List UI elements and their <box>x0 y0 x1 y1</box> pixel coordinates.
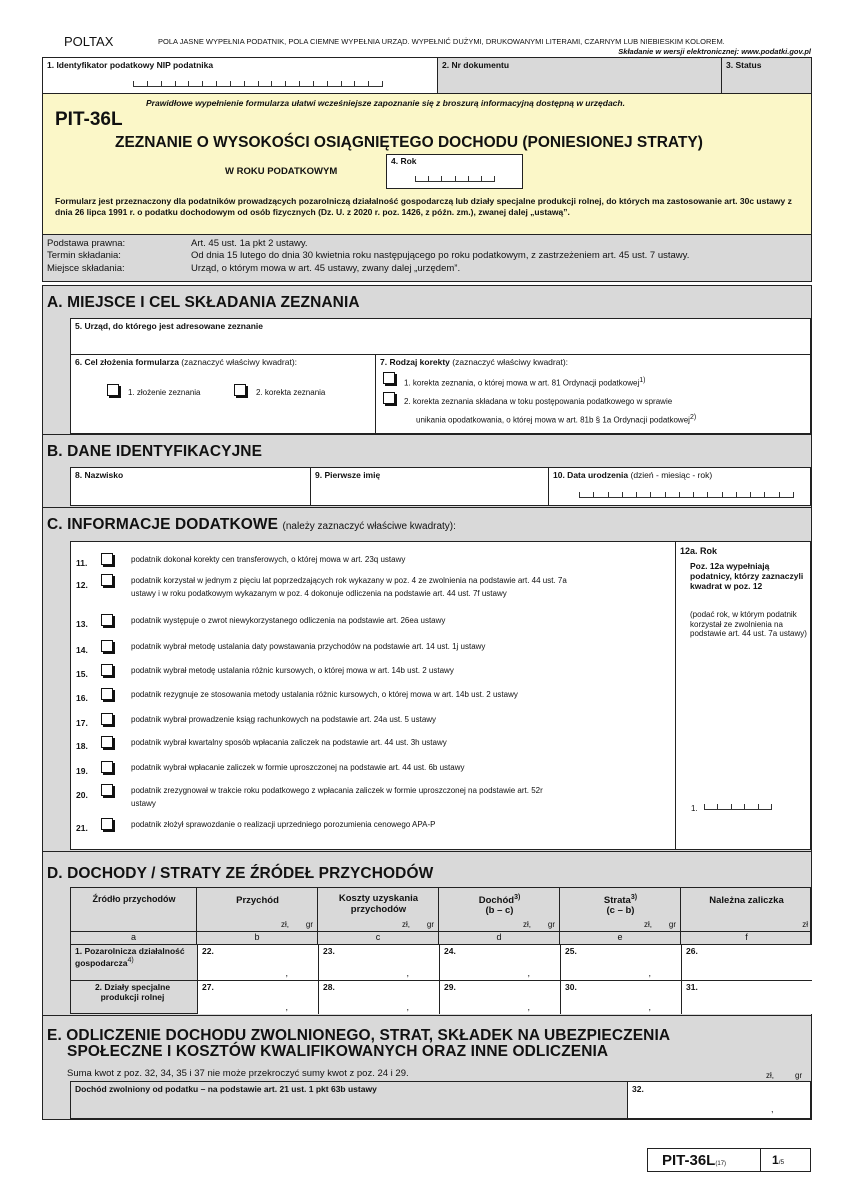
correction-kind-2-label-cont: unikania opodatkowania, o której mowa w art. 81b § 1a Ordynacji podatkowej$^{2)}$ <box>416 414 697 425</box>
col-advance-header <box>681 888 812 932</box>
info-item-18 <box>71 736 671 758</box>
info-item-number: 19. <box>76 766 88 776</box>
info-item-checkbox[interactable] <box>101 553 113 565</box>
info-item-checkbox[interactable] <box>101 614 113 626</box>
amount-cell-26[interactable] <box>681 945 812 981</box>
letter-c: c <box>318 932 439 944</box>
section-e-title-line2: SPOŁECZNE I KOSZTÓW KWALIFIKOWANYCH ORAZ INNE ODLICZENIA <box>67 1043 609 1061</box>
info-item-text: podatnik wybrał metodę ustalania różnic kursowych, o której mowa w art. 14b ust. 2 ustawy <box>131 666 454 675</box>
info-item-text: podatnik korzystał w jednym z pięciu lat poprzedzających rok wykazany w poz. 4 ze zwolnienia na podstawie art. 44 ust. 7a <box>131 576 567 585</box>
nip-input-ticks <box>133 80 383 87</box>
correction-kind-1-label: 1. korekta zeznania, o której mowa w art. 81 Ordynacji podatkowej$^{1)}$ <box>404 377 646 388</box>
info-item-15 <box>71 664 671 686</box>
info-item-checkbox[interactable] <box>101 688 113 700</box>
amount-cell-24[interactable] <box>439 945 560 981</box>
footer-box <box>647 1148 811 1172</box>
letters-row <box>71 932 812 945</box>
electronic-submission: Składanie w wersji elektronicznej: www.podatki.gov.pl <box>618 47 811 56</box>
section-e-gr: gr <box>795 1071 803 1080</box>
col-source-title: Źródło przychodów <box>92 894 176 904</box>
info-item-number: 20. <box>76 790 88 800</box>
info-item-checkbox[interactable] <box>101 664 113 676</box>
exempt-income-field[interactable]: 32. , <box>627 1081 811 1119</box>
income-row-business-label: 1. Pozarolnicza działalność gospodarcza$^{4)}$ <box>75 946 185 968</box>
legal-basis-label: Podstawa prawna: <box>47 238 126 249</box>
info-item-number: 17. <box>76 718 88 728</box>
amount-cell-31[interactable] <box>681 981 812 1014</box>
info-item-number: 16. <box>76 693 88 703</box>
amount-cell-number: 29. <box>444 982 456 992</box>
doc-number-label: 2. Nr dokumentu <box>442 60 510 70</box>
col-source-header <box>71 888 197 932</box>
info-item-text: podatnik rezygnuje ze stosowania metody ustalania różnic kursowych, o której mowa w art. 14b ust. 2 ustawy <box>131 690 518 699</box>
info-item-text: podatnik wybrał kwartalny sposób wpłacania zaliczek na podstawie art. 44 ust. 3h ustawy <box>131 738 447 747</box>
col-profit-zl: zł, <box>523 920 531 929</box>
section-e-title-line1: E. ODLICZENIE DOCHODU ZWOLNIONEGO, STRAT, SKŁADEK NA UBEZPIECZENIA <box>47 1027 671 1044</box>
side-year-input-label: 1. <box>691 804 698 813</box>
form-title: ZEZNANIE O WYSOKOŚCI OSIĄGNIĘTEGO DOCHODU (PONIESIONEJ STRATY) <box>115 134 703 151</box>
amount-cell-29[interactable] <box>439 981 560 1014</box>
section-c-title: C. INFORMACJE DODATKOWE (należy zaznaczyć właściwe kwadraty): <box>47 516 456 533</box>
tax-office-field[interactable] <box>70 318 811 355</box>
place-value: Urząd, o którym mowa w art. 45 ustawy, zwany dalej „urzędem”. <box>191 262 461 274</box>
dob-label: 10. Data urodzenia (dzień - miesiąc - rok) <box>553 470 713 480</box>
col-loss-title: Strata$^{3)}$ <box>603 894 638 907</box>
legal-basis-value: Art. 45 ust. 1a pkt 2 ustawy. <box>191 238 308 249</box>
side-year-hint: (podać rok, w którym podatnik korzystał ze zwolnienia na podstawie art. 44 ust. 7a ustawy) <box>690 610 807 639</box>
letter-a: a <box>71 932 197 944</box>
info-item-checkbox[interactable] <box>101 574 113 586</box>
section-a-title: A. MIEJSCE I CEL SKŁADANIA ZEZNANIA <box>47 294 360 311</box>
col-profit-header <box>439 888 560 932</box>
info-item-checkbox[interactable] <box>101 713 113 725</box>
amount-cell-25[interactable] <box>560 945 681 981</box>
info-item-number: 21. <box>76 823 88 833</box>
info-item-number: 14. <box>76 645 88 655</box>
exempt-income-number: 32. <box>632 1084 644 1094</box>
info-item-number: 18. <box>76 741 88 751</box>
info-item-checkbox[interactable] <box>101 761 113 773</box>
info-item-text-cont: ustawy <box>131 799 156 808</box>
info-item-text: podatnik występuje o zwrot niewykorzystanego odliczenia na podstawie art. 26ea ustawy <box>131 616 446 625</box>
amount-cell-28[interactable] <box>318 981 439 1014</box>
amount-cell-23[interactable] <box>318 945 439 981</box>
decimal-separator: , <box>648 1002 651 1012</box>
year-label: 4. Rok <box>391 156 417 166</box>
income-table <box>70 887 811 1014</box>
brochure-hint: Prawidłowe wypełnienie formularza ułatwi wcześniejsze zapoznanie się z broszurą informacyjną dostępną w urzędach. <box>146 98 625 108</box>
amount-cell-number: 23. <box>323 946 335 956</box>
amount-cell-number: 27. <box>202 982 214 992</box>
purpose-label: 6. Cel złożenia formularza (zaznaczyć właściwy kwadrat): <box>75 357 298 367</box>
amount-cell-number: 30. <box>565 982 577 992</box>
info-item-text: podatnik złożył sprawozdanie o realizacji uprzedniego porozumienia cenowego APA-P <box>131 820 436 829</box>
col-income-header <box>197 888 318 932</box>
info-item-16 <box>71 688 671 710</box>
letter-b: b <box>197 932 318 944</box>
info-item-17 <box>71 713 671 735</box>
decimal-separator: , <box>648 968 651 978</box>
col-loss-zl: zł, <box>644 920 652 929</box>
amount-cell-number: 22. <box>202 946 214 956</box>
col-income-title: Przychód <box>236 895 279 906</box>
place-label: Miejsce składania: <box>47 262 125 274</box>
side-year-note: Poz. 12a wypełniają podatnicy, którzy zaznaczyli kwadrat w poz. 12 <box>690 561 804 591</box>
col-loss-header <box>560 888 681 932</box>
firstname-field[interactable] <box>310 467 549 506</box>
correction-kind-label: 7. Rodzaj korekty (zaznaczyć właściwy kwadrat): <box>380 357 569 367</box>
decimal-separator: , <box>527 968 530 978</box>
info-item-12 <box>71 574 671 596</box>
fill-instruction: POLA JASNE WYPEŁNIA PODATNIK, POLA CIEMNE WYPEŁNIA URZĄD. WYPEŁNIĆ DUŻYMI, DRUKOWANYMI LITERAMI, CZARNYM LUB NIEBIESKIM KOLOREM. <box>158 37 725 46</box>
section-d-title: D. DOCHODY / STRATY ZE ŹRÓDEŁ PRZYCHODÓW <box>47 865 434 882</box>
surname-field[interactable] <box>70 467 311 506</box>
purpose-correction-label: 2. korekta zeznania <box>256 388 326 397</box>
purpose-field <box>70 354 376 434</box>
col-costs-zl: zł, <box>402 920 410 929</box>
year-field[interactable] <box>386 154 523 189</box>
surname-label: 8. Nazwisko <box>75 470 124 480</box>
col-profit-title: Dochód$^{3)}$ <box>478 894 521 907</box>
form-code: PIT-36L <box>55 109 123 130</box>
amount-cell-number: 31. <box>686 982 698 992</box>
firstname-label: 9. Pierwsze imię <box>315 470 381 480</box>
year-input-ticks <box>415 175 495 182</box>
tax-office-label: 5. Urząd, do którego jest adresowane zeznanie <box>75 321 263 331</box>
tax-year-label: W ROKU PODATKOWYM <box>225 166 338 177</box>
deadline-value: Od dnia 15 lutego do dnia 30 kwietnia roku następującego po roku podatkowym, z zastrzeżeniem art. 45 ust. 7 ustawy. <box>191 250 690 262</box>
decimal-separator: , <box>527 1002 530 1012</box>
brand: POLTAX <box>64 34 114 49</box>
col-costs-header <box>318 888 439 932</box>
col-income-gr: gr <box>305 920 313 929</box>
col-income-zl: zł, <box>281 920 289 929</box>
info-item-text: podatnik dokonał korekty cen transferowych, o której mowa w art. 23q ustawy <box>131 555 406 564</box>
col-costs-title: Koszty uzyskania przychodów <box>338 893 419 915</box>
decimal-separator: , <box>285 968 288 978</box>
nip-field[interactable] <box>43 58 437 93</box>
amount-cell-27[interactable] <box>197 981 318 1014</box>
decimal-separator: , <box>406 968 409 978</box>
correction-kind-1-checkbox[interactable] <box>383 372 395 384</box>
info-item-checkbox[interactable] <box>101 784 113 796</box>
income-row-agri-label: 2. Działy specjalne produkcji rolnej <box>94 982 171 1002</box>
status-label: 3. Status <box>726 60 762 70</box>
doc-number-field <box>437 58 721 93</box>
amount-cell-22[interactable] <box>197 945 318 981</box>
info-item-number: 15. <box>76 669 88 679</box>
col-loss-gr: gr <box>668 920 676 929</box>
col-loss-formula: (c – b) <box>606 905 635 916</box>
info-item-text: podatnik zrezygnował w trakcie roku podatkowego z wpłacania zaliczek w formie uproszczonej na podstawie art. 52r <box>131 786 543 795</box>
exempt-income-label: Dochód zwolniony od podatku – na podstawie art. 21 ust. 1 pkt 63b ustawy <box>75 1084 377 1094</box>
purpose-submission-label: 1. złożenie zeznania <box>128 388 201 397</box>
info-item-checkbox[interactable] <box>101 736 113 748</box>
letter-e: e <box>560 932 681 944</box>
info-item-text-cont: ustawy i w roku podatkowym wykazanym w poz. 4 dokonuje odliczenia na podstawie art. 44 ust. 7f ustawy <box>131 589 507 598</box>
decimal-separator: , <box>285 1002 288 1012</box>
footer-form-code: PIT-36L(17) <box>662 1152 727 1169</box>
info-item-13 <box>71 614 671 636</box>
info-item-text: podatnik wybrał wpłacanie zaliczek w formie uproszczonej na podstawie art. 44 ust. 6b ustawy <box>131 763 465 772</box>
footer-page: 1/5 <box>772 1153 785 1167</box>
col-advance-zl: zł <box>802 920 808 929</box>
info-item-19 <box>71 761 671 783</box>
deadline-label: Termin składania: <box>47 250 121 262</box>
info-item-text: podatnik wybrał prowadzenie ksiąg rachunkowych na podstawie art. 24a ust. 5 ustawy <box>131 715 437 724</box>
letter-f: f <box>745 932 748 942</box>
info-item-number: 11. <box>76 558 88 568</box>
section-b-title: B. DANE IDENTYFIKACYJNE <box>47 443 263 460</box>
info-item-number: 12. <box>76 580 88 590</box>
amount-cell-number: 24. <box>444 946 456 956</box>
section-e-note: Suma kwot z poz. 32, 34, 35 i 37 nie może przekroczyć sumy kwot z poz. 24 i 29. <box>67 1068 409 1079</box>
amount-cell-number: 26. <box>686 946 698 956</box>
status-field <box>721 58 811 93</box>
col-profit-formula: (b – c) <box>485 905 514 916</box>
info-item-text: podatnik wybrał metodę ustalania daty powstawania przychodów na podstawie art. 14 ust. 1j ustawy <box>131 642 486 651</box>
decimal-separator: , <box>406 1002 409 1012</box>
col-costs-gr: gr <box>426 920 434 929</box>
amount-cell-number: 25. <box>565 946 577 956</box>
col-profit-gr: gr <box>547 920 555 929</box>
correction-kind-2-label: 2. korekta zeznania składana w toku postępowania podatkowego w sprawie <box>404 397 673 406</box>
info-item-21 <box>71 818 671 840</box>
purpose-correction-checkbox[interactable] <box>234 384 246 396</box>
info-item-20 <box>71 784 671 806</box>
section-e-title <box>47 1028 670 1061</box>
info-item-number: 13. <box>76 619 88 629</box>
side-year-input[interactable] <box>704 803 772 810</box>
amount-cell-number: 28. <box>323 982 335 992</box>
correction-kind-field <box>375 354 811 434</box>
section-e-zl: zł, <box>766 1071 774 1080</box>
dob-field[interactable] <box>548 467 811 506</box>
side-year-box <box>675 541 811 850</box>
form-banner <box>42 93 812 235</box>
amount-cell-30[interactable] <box>560 981 681 1014</box>
purpose-submission-checkbox[interactable] <box>107 384 119 396</box>
dob-input-ticks <box>579 491 794 498</box>
col-advance-title: Należna zaliczka <box>709 895 784 906</box>
info-item-11 <box>71 553 671 575</box>
legal-info <box>42 234 812 282</box>
correction-kind-2-checkbox[interactable] <box>383 392 395 404</box>
letter-d: d <box>439 932 560 944</box>
info-item-checkbox[interactable] <box>101 640 113 652</box>
form-description: Formularz jest przeznaczony dla podatników prowadzących pozarolniczą działalność gospodarczą lub działy specjalne produkcji rolnej, do których ma zastosowanie art. 30c ustawy z dnia 26 lipca 1991 r. o podatku dochodowym od osób fizycznych (Dz. U. z 2020 r. poz. 1426, z późn. zm.), zwanej dalej „ustawą”. <box>55 196 792 217</box>
side-year-title: 12a. Rok <box>680 546 718 556</box>
info-item-14 <box>71 640 671 662</box>
info-item-checkbox[interactable] <box>101 818 113 830</box>
nip-label: 1. Identyfikator podatkowy NIP podatnika <box>47 60 214 70</box>
